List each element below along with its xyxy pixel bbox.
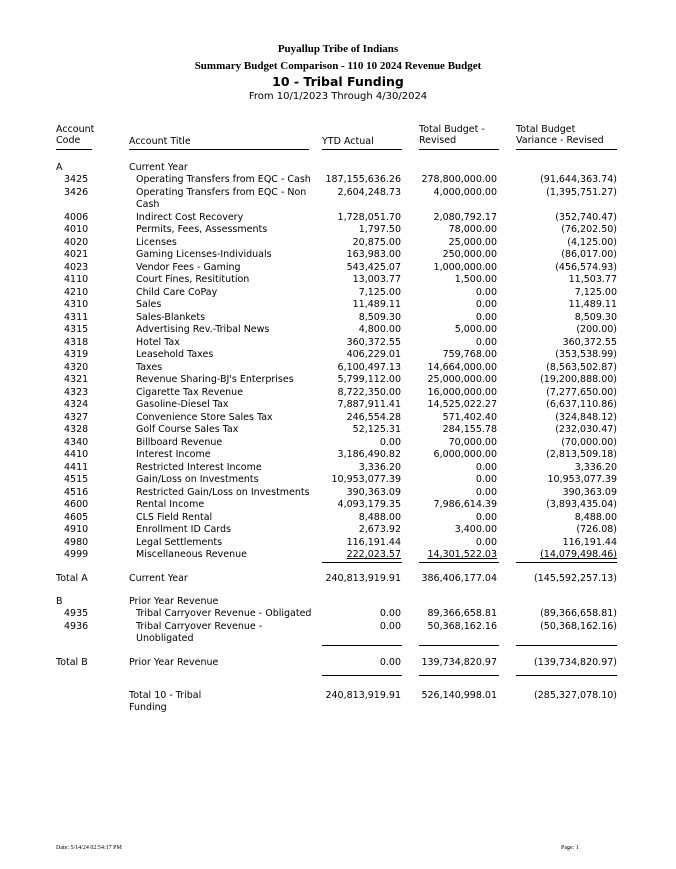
account-title: Cigarette Tax Revenue [136, 386, 244, 398]
total-budget: 0.00 [475, 336, 497, 348]
account-code: 4605 [64, 511, 89, 523]
budget-variance: 8,488.00 [574, 511, 617, 523]
account-code: 4021 [64, 249, 89, 260]
total-budget: 759,768.00 [442, 349, 497, 360]
total-budget: 14,525,022.27 [427, 399, 497, 410]
ytd-actual: 406,229.01 [346, 349, 401, 360]
report-title: Summary Budget Comparison - 110 10 2024 Revenue Budget [194, 60, 482, 72]
header-rule-variance [516, 149, 617, 150]
total-a-rule-ytd [322, 562, 402, 563]
grand-rule-ytd [322, 675, 402, 676]
total-budget: 14,664,000.00 [427, 361, 497, 373]
budget-variance: (86,017.00) [561, 249, 617, 260]
footer-date: Date: 5/14/24 02:54:17 PM [56, 845, 122, 851]
total-budget: 1,500.00 [454, 274, 497, 285]
account-title: Convenience Store Sales Tax [136, 411, 273, 423]
account-code: 4323 [64, 386, 89, 398]
account-code: 4935 [64, 608, 89, 619]
grand-total-title: Total 10 - Tribal Funding [129, 690, 202, 713]
total-budget: 7,986,614.39 [433, 499, 497, 510]
account-title: Court Fines, Resititution [136, 274, 250, 285]
account-code: 4006 [64, 211, 89, 223]
total-a-label: Total A [56, 573, 88, 584]
header-rule-title [129, 149, 309, 150]
budget-variance: (726.08) [576, 524, 617, 535]
budget-variance: (8,563,502.87) [546, 361, 617, 373]
budget-variance: (7,277,650.00) [546, 386, 617, 398]
account-code: 4327 [64, 411, 89, 423]
ytd-actual: 116,191.44 [346, 536, 401, 548]
account-code: 4936 [64, 620, 89, 632]
total-budget: 50,368,162.16 [427, 620, 497, 632]
account-title: Billboard Revenue [136, 436, 223, 448]
account-title: Miscellaneous Revenue [136, 549, 247, 560]
account-title: Golf Course Sales Tax [136, 424, 239, 435]
total-budget: 70,000.00 [448, 436, 497, 448]
total-budget: 78,000.00 [448, 224, 497, 235]
account-code: 4411 [64, 461, 89, 473]
section-b-heading: Prior Year Revenue [129, 596, 219, 607]
account-code: 4328 [64, 424, 89, 435]
budget-variance: (1,395,751.27) [546, 186, 617, 198]
total-budget: 16,000,000.00 [427, 386, 497, 398]
budget-variance: 3,336.20 [574, 461, 617, 473]
budget-variance: (14,079,498.46) [540, 549, 617, 560]
account-title: Hotel Tax [136, 336, 180, 348]
grand-total-ytd: 240,813,919.91 [325, 690, 401, 701]
ytd-actual: 0.00 [379, 436, 401, 448]
total-budget: 0.00 [475, 286, 497, 298]
ytd-actual: 222,023.57 [346, 549, 401, 560]
account-title: Leasehold Taxes [136, 349, 214, 360]
total-budget: 4,000,000.00 [433, 186, 497, 198]
total-budget: 5,000.00 [454, 324, 497, 335]
total-b-rule-var [516, 645, 617, 646]
ytd-actual: 187,155,636.26 [325, 174, 401, 185]
total-b-budget: 139,734,820.97 [421, 657, 497, 668]
total-budget: 25,000,000.00 [427, 374, 497, 385]
col-header-ytd: YTD Actual [322, 136, 374, 147]
account-title: Tribal Carryover Revenue - Unobligated [136, 620, 263, 644]
grand-rule-budget [419, 675, 499, 676]
total-budget: 1,000,000.00 [433, 261, 497, 273]
account-code: 4023 [64, 261, 89, 273]
account-code: 4320 [64, 361, 89, 373]
ytd-actual: 52,125.31 [352, 424, 401, 435]
ytd-actual: 390,363.09 [346, 486, 401, 498]
budget-variance: 11,489.11 [568, 299, 617, 310]
ytd-actual: 360,372.55 [346, 336, 401, 348]
account-code: 4600 [64, 499, 89, 510]
ytd-actual: 8,488.00 [358, 511, 401, 523]
account-code: 4319 [64, 349, 89, 360]
budget-variance: (456,574.93) [555, 261, 617, 273]
ytd-actual: 4,800.00 [358, 324, 401, 335]
total-budget: 0.00 [475, 536, 497, 548]
total-a-budget: 386,406,177.04 [421, 573, 497, 584]
total-budget: 25,000.00 [448, 236, 497, 248]
ytd-actual: 3,336.20 [358, 461, 401, 473]
ytd-actual: 20,875.00 [352, 236, 401, 248]
budget-variance: (352,740.47) [555, 211, 617, 223]
account-title: Licenses [136, 236, 177, 248]
account-code: 4318 [64, 336, 89, 348]
account-title: Tribal Carryover Revenue - Obligated [136, 608, 312, 619]
total-budget: 89,366,658.81 [427, 608, 497, 619]
grand-rule-var [516, 675, 617, 676]
ytd-actual: 8,722,350.00 [337, 386, 401, 398]
account-title: Gaming Licenses-Individuals [136, 249, 272, 260]
total-b-var: (139,734,820.97) [534, 657, 617, 668]
total-budget: 0.00 [475, 311, 497, 323]
header-rule-ytd [322, 149, 402, 150]
account-code: 4321 [64, 374, 89, 385]
ytd-actual: 7,887,911.41 [337, 399, 401, 410]
budget-variance: 10,953,077.39 [547, 474, 617, 485]
report-period: From 10/1/2023 Through 4/30/2024 [248, 91, 428, 102]
account-title: CLS Field Rental [136, 511, 213, 523]
grand-total-budget: 526,140,998.01 [421, 690, 497, 701]
account-code: 3426 [64, 186, 89, 198]
total-budget: 284,155.78 [442, 424, 497, 435]
total-a-title: Current Year [129, 573, 188, 584]
account-code: 4910 [64, 524, 89, 535]
budget-variance: (232,030.47) [555, 424, 617, 435]
header-rule-budget [419, 149, 499, 150]
account-code: 4315 [64, 324, 89, 335]
account-title: Taxes [136, 361, 163, 373]
section-a-label: A [56, 162, 63, 173]
total-b-label: Total B [56, 657, 88, 668]
footer-page: Page: 1 [561, 845, 579, 851]
ytd-actual: 3,186,490.82 [337, 449, 401, 460]
ytd-actual: 7,125.00 [358, 286, 401, 298]
ytd-actual: 4,093,179.35 [337, 499, 401, 510]
fund-title: 10 - Tribal Funding [272, 74, 404, 89]
ytd-actual: 0.00 [379, 620, 401, 632]
ytd-actual: 0.00 [379, 608, 401, 619]
total-budget: 278,800,000.00 [421, 174, 497, 185]
budget-variance: (324,848.12) [555, 411, 617, 423]
account-code: 4010 [64, 224, 89, 235]
col-header-variance: Total Budget Variance - Revised [516, 124, 604, 146]
budget-variance: (89,366,658.81) [540, 608, 617, 619]
budget-variance: (353,538.99) [555, 349, 617, 360]
total-a-rule-var [516, 562, 617, 563]
account-title: Operating Transfers from EQC - Cash [136, 174, 311, 185]
account-code: 4980 [64, 536, 89, 548]
ytd-actual: 1,728,051.70 [337, 211, 401, 223]
account-code: 4410 [64, 449, 89, 460]
total-b-ytd: 0.00 [379, 657, 401, 668]
ytd-actual: 163,983.00 [346, 249, 401, 260]
account-title: Sales-Blankets [136, 311, 206, 323]
total-b-rule-ytd [322, 645, 402, 646]
total-a-var: (145,592,257.13) [534, 573, 617, 584]
budget-variance: (200.00) [576, 324, 617, 335]
budget-variance: 390,363.09 [562, 486, 617, 498]
account-title: Permits, Fees, Assessments [136, 224, 268, 235]
budget-variance: (70,000.00) [561, 436, 617, 448]
budget-variance: (19,200,888.00) [540, 374, 617, 385]
budget-variance: 116,191.44 [562, 536, 617, 548]
account-code: 4999 [64, 549, 89, 560]
total-b-rule-budget [419, 645, 499, 646]
account-title: Rental Income [136, 499, 205, 510]
budget-variance: (4,125.00) [567, 236, 617, 248]
grand-total-var: (285,327,078.10) [534, 690, 617, 701]
ytd-actual: 246,554.28 [346, 411, 401, 423]
account-title: Legal Settlements [136, 536, 223, 548]
section-a-heading: Current Year [129, 162, 188, 173]
budget-variance: (3,893,435.04) [546, 499, 617, 510]
account-code: 4020 [64, 236, 89, 248]
ytd-actual: 6,100,497.13 [337, 361, 401, 373]
budget-variance: 7,125.00 [574, 286, 617, 298]
account-code: 4110 [64, 274, 89, 285]
total-budget: 571,402.40 [442, 411, 497, 423]
total-budget: 2,080,792.17 [433, 211, 497, 223]
budget-variance: 11,503.77 [568, 274, 617, 285]
total-a-ytd: 240,813,919.91 [325, 573, 401, 584]
account-code: 3425 [64, 174, 89, 185]
account-code: 4340 [64, 436, 89, 448]
section-b-label: B [56, 596, 63, 607]
total-budget: 0.00 [475, 474, 497, 485]
total-budget: 0.00 [475, 486, 497, 498]
org-name: Puyallup Tribe of Indians [277, 43, 399, 55]
total-b-title: Prior Year Revenue [129, 657, 219, 668]
account-code: 4210 [64, 286, 89, 298]
account-title: Gasoline-Diesel Tax [136, 399, 229, 410]
ytd-actual: 13,003.77 [352, 274, 401, 285]
ytd-actual: 2,673.92 [358, 524, 401, 535]
account-title: Child Care CoPay [136, 286, 218, 298]
col-header-code: Account Code [56, 124, 95, 146]
account-title: Gain/Loss on Investments [136, 474, 259, 485]
account-code: 4515 [64, 474, 89, 485]
total-a-rule-budget [419, 562, 499, 563]
account-code: 4516 [64, 486, 89, 498]
ytd-actual: 10,953,077.39 [331, 474, 401, 485]
account-title: Operating Transfers from EQC - Non Cash [136, 186, 307, 210]
ytd-actual: 11,489.11 [352, 299, 401, 310]
budget-variance: (91,644,363.74) [540, 174, 617, 185]
total-budget: 0.00 [475, 299, 497, 310]
account-title: Revenue Sharing-BJ's Enterprises [136, 374, 294, 385]
budget-variance: (2,813,509.18) [546, 449, 617, 460]
ytd-actual: 2,604,248.73 [337, 186, 401, 198]
total-budget: 0.00 [475, 511, 497, 523]
ytd-actual: 1,797.50 [358, 224, 401, 235]
total-budget: 3,400.00 [454, 524, 497, 535]
account-title: Indirect Cost Recovery [136, 211, 244, 223]
total-budget: 0.00 [475, 461, 497, 473]
total-budget: 250,000.00 [442, 249, 497, 260]
ytd-actual: 5,799,112.00 [337, 374, 401, 385]
account-title: Enrollment ID Cards [136, 524, 231, 535]
ytd-actual: 543,425.07 [346, 261, 401, 273]
total-budget: 14,301,522.03 [427, 549, 497, 560]
account-title: Sales [136, 299, 162, 310]
account-code: 4324 [64, 399, 89, 410]
total-budget: 6,000,000.00 [433, 449, 497, 460]
header-rule-code [56, 149, 92, 150]
account-code: 4311 [64, 311, 89, 323]
account-title: Advertising Rev.-Tribal News [136, 324, 270, 335]
budget-variance: (76,202.50) [561, 224, 617, 235]
account-title: Restricted Interest Income [136, 461, 262, 473]
budget-variance: 360,372.55 [562, 336, 617, 348]
account-title: Vendor Fees - Gaming [136, 261, 241, 273]
budget-variance: (50,368,162.16) [540, 620, 617, 632]
col-header-budget: Total Budget - Revised [419, 124, 485, 146]
account-code: 4310 [64, 299, 89, 310]
ytd-actual: 8,509.30 [358, 311, 401, 323]
budget-variance: (6,637,110.86) [546, 399, 617, 410]
budget-variance: 8,509.30 [574, 311, 617, 323]
account-title: Restricted Gain/Loss on Investments [136, 486, 310, 498]
account-title: Interest Income [136, 449, 211, 460]
col-header-title: Account Title [129, 136, 191, 147]
